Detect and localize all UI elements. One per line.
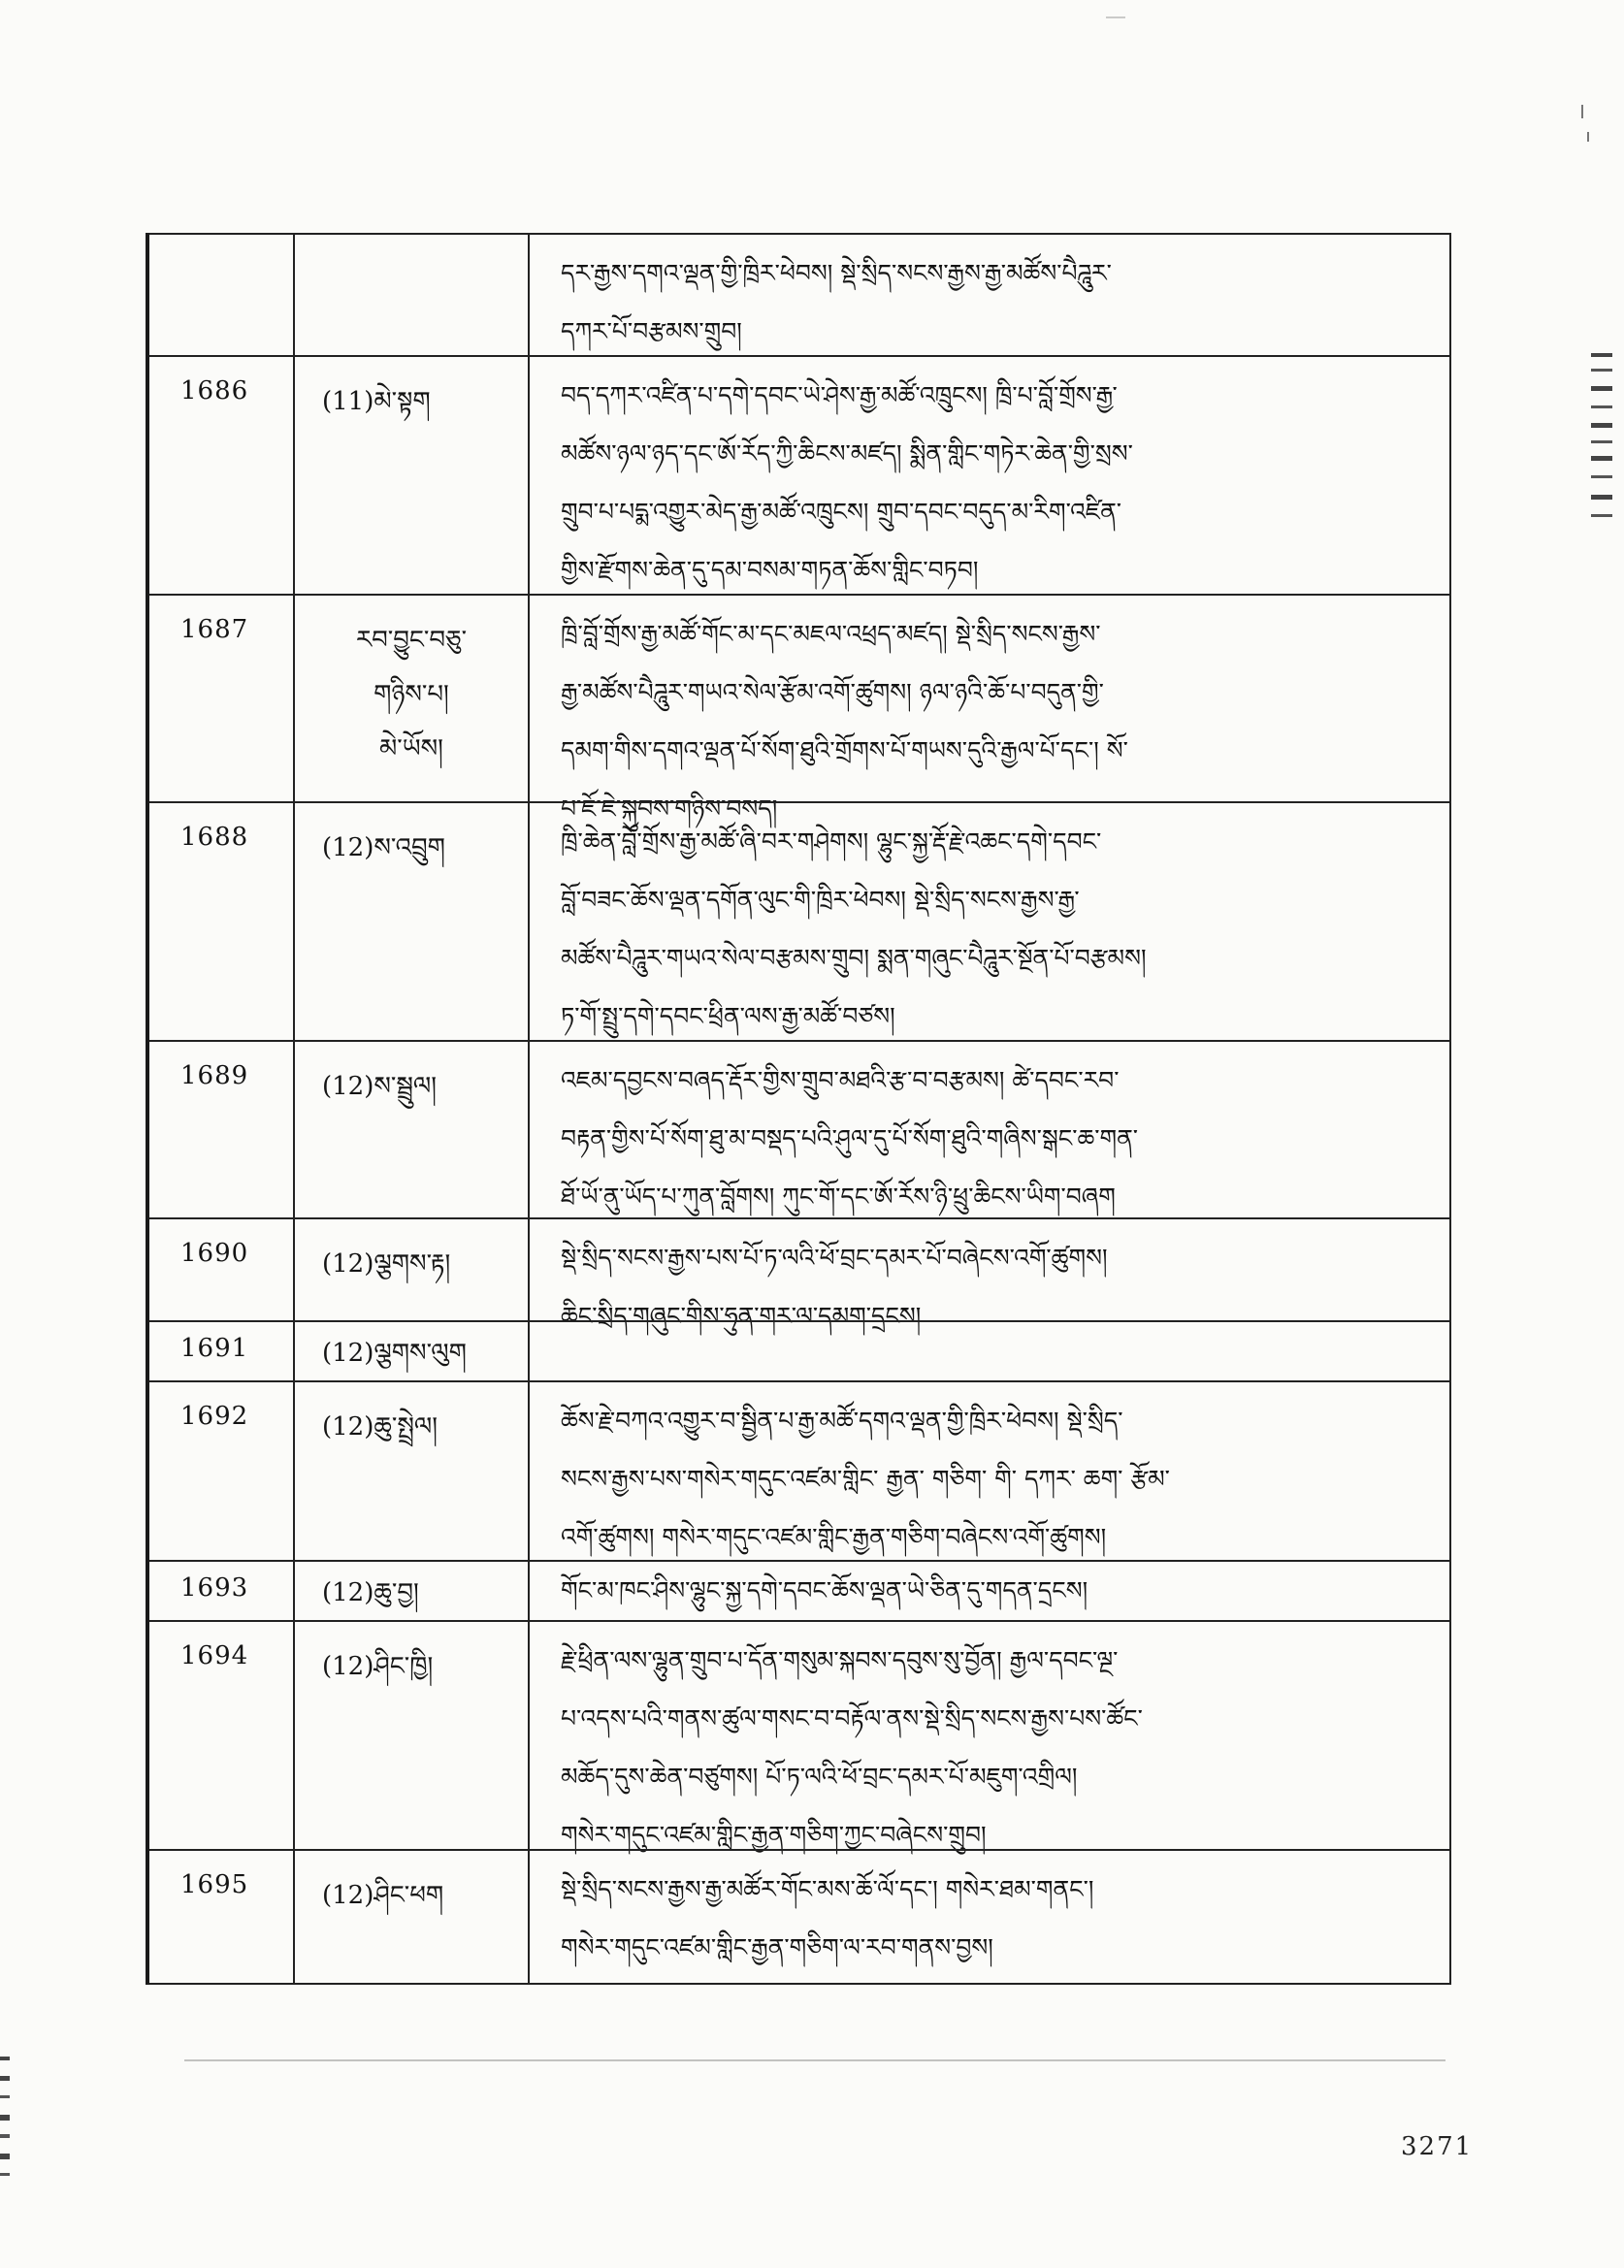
event-line: བློ་བཟང་ཆོས་ལྡན་དགོན་ལུང་གི་ཁྲིར་ཕེབས། སྡེ་སྲིད་སངས་རྒྱས་རྒྱ་ bbox=[561, 886, 1080, 914]
event-cell bbox=[528, 1322, 1449, 1380]
table-row bbox=[149, 233, 1449, 355]
table-row bbox=[149, 1217, 1449, 1330]
event-line: སྡེ་སྲིད་སངས་རྒྱས་རྒྱ་མཚོར་གོང་མས་ཆོ་ལོ་དང་། གསེར་ཐམ་གནང་། bbox=[561, 1875, 1094, 1903]
year-name-line: རབ་བྱུང་བཅུ་ bbox=[355, 626, 468, 655]
event-line: པ་ཇོ་ཇེ་སྐུབས་གཉིས་བསད། bbox=[561, 794, 778, 823]
event-line: དམག་གིས་དགའ་ལྡན་པོ་སོག་ཐུའི་གྲོགས་པོ་གཡས་དུའི་རྒྱལ་པོ་དང་། སོ་ bbox=[561, 736, 1128, 764]
event-line: དར་རྒྱས་དགའ་ལྡན་གྱི་ཁྲིར་ཕེབས། སྡེ་སྲིད་སངས་རྒྱས་རྒྱ་མཚོས་པཻཌཱུར་ bbox=[561, 259, 1112, 287]
event-line: ཐོ་ཡོ་ནུ་ཡོད་པ་ཀུན་བློགས། ཀུང་གོ་དང་ཨོ་རོས་ཉི་ཕྲུ་ཆིངས་ཡིག་བཞག bbox=[561, 1183, 1116, 1211]
table-row bbox=[149, 594, 1449, 823]
year-cell: 1691 bbox=[180, 1334, 249, 1363]
event-line: ཆོས་རྗེ་བཀའ་འགྱུར་བ་སྦྱིན་པ་རྒྱ་མཚོ་དགའ་ལྡན་གྱི་ཁྲིར་ཕེབས། སྡེ་སྲིད་ bbox=[561, 1407, 1123, 1435]
event-line: གསེར་གདུང་འཛམ་གླིང་རྒྱན་གཅིག་ཀྱང་བཞེངས་གྲུབ། bbox=[561, 1821, 987, 1849]
year-cell: 1695 bbox=[180, 1870, 249, 1899]
year-cell: 1693 bbox=[180, 1573, 249, 1603]
year-name-cell bbox=[293, 596, 528, 801]
event-line: པ་འདས་པའི་གནས་ཚུལ་གསང་བ་བརྟོལ་ནས་སྡེ་སྲིད་སངས་རྒྱས་པས་ཚོང་ bbox=[561, 1704, 1143, 1733]
event-cell bbox=[528, 357, 1449, 594]
year-name-line: གཉིས་པ། bbox=[374, 680, 449, 709]
year-cell: 1689 bbox=[180, 1061, 249, 1090]
year-cell: 1686 bbox=[180, 376, 249, 405]
event-line: རྗེ་ཕྲིན་ལས་ལྷུན་གྲུབ་པ་དོན་གསུམ་སྐབས་དབུས་སུ་བྱོན། རྒྱལ་དབང་ལྔ་ bbox=[561, 1646, 1119, 1674]
year-cell: 1688 bbox=[180, 823, 249, 852]
year-name-cell: (11)མེ་སྟག bbox=[293, 357, 528, 594]
year-name-cell: (12)ཆུ་སྤྲེལ། bbox=[293, 1382, 528, 1560]
event-cell bbox=[528, 1042, 1449, 1217]
event-line: སངས་རྒྱས་པས་གསེར་གདུང་འཛམ་གླིང་ རྒྱན་ གཅིག་ གི་ དཀར་ ཆག་ རྩོམ་ bbox=[561, 1465, 1170, 1493]
year-name-line: མེ་ཡོས། bbox=[379, 734, 443, 763]
event-line: ཁྲི་བློ་གྲོས་རྒྱ་མཚོ་གོང་མ་དང་མཇལ་འཕྲད་མཛད། སྡེ་སྲིད་སངས་རྒྱས་ bbox=[561, 620, 1101, 648]
year-name-cell bbox=[293, 235, 528, 355]
event-line: གྲུབ་པ་པདྨ་འགྱུར་མེད་རྒྱ་མཚོ་འཁྲུངས། གྲུབ་དབང་བདུད་མ་རིག་འཛིན་ bbox=[561, 498, 1122, 526]
table-row bbox=[149, 355, 1449, 594]
page-number: 3271 bbox=[1401, 2132, 1474, 2161]
event-line: མཚོས་ཉལ་ཉད་དང་ཨོ་རོད་ཀྱི་ཆིངས་མཛད། སྨིན་གླིང་གཏེར་ཆེན་གྱི་སྲས་ bbox=[561, 439, 1133, 468]
event-cell bbox=[528, 1851, 1449, 1983]
event-line: བརྟན་གྱིས་པོ་སོག་ཐུ་མ་བསྡད་པའི་ཤུལ་དུ་པོ་སོག་ཐུའི་གཞིས་སྒང་ཆ་གན་ bbox=[561, 1124, 1139, 1152]
chronology-table bbox=[146, 233, 1451, 1985]
year-name-cell: (12)ས་འབྲུག bbox=[293, 803, 528, 1040]
event-cell bbox=[528, 235, 1449, 355]
year-cell: 1692 bbox=[180, 1402, 249, 1431]
year-name-cell: (12)ས་སྦྲུལ། bbox=[293, 1042, 528, 1217]
year-cell: 1687 bbox=[180, 615, 249, 644]
event-line: གོང་མ་ཁང་ཤིས་ལྷུང་སྐྱ་དགེ་དབང་ཆོས་ལྡན་ཡེ་ཅིན་དུ་གདན་དྲངས། bbox=[561, 1576, 1088, 1604]
event-line: དཀར་པོ་བརྩམས་གྲུབ། bbox=[561, 317, 742, 345]
event-line: རྒྱ་མཚོས་པཻཌཱུར་གཡའ་སེལ་རྩོམ་འགོ་ཚུགས། ཉལ་ཉའི་ཆོ་པ་བདུན་གྱི་ bbox=[561, 678, 1104, 706]
table-row bbox=[149, 1040, 1449, 1217]
event-cell bbox=[528, 1562, 1449, 1620]
table-row bbox=[149, 1849, 1449, 1985]
table-row bbox=[149, 1620, 1449, 1849]
year-cell: 1690 bbox=[180, 1239, 249, 1268]
event-line: མཚོས་པཻཌཱུར་གཡའ་སེལ་བརྩམས་གྲུབ། སྨན་གཞུང་པཻཌཱུར་སྔོན་པོ་བརྩམས། bbox=[561, 944, 1147, 972]
year-cell bbox=[149, 235, 293, 355]
year-name-cell: (12)ལྕགས་རྟ། bbox=[293, 1219, 528, 1320]
table-row bbox=[149, 801, 1449, 1040]
year-name-cell: (12)ཆུ་བྱ། bbox=[293, 1562, 528, 1620]
table-row bbox=[149, 1320, 1449, 1380]
event-cell bbox=[528, 1382, 1449, 1560]
event-line: འཇམ་དབྱངས་བཞད་རྡོར་གྱིས་གྲུབ་མཐའི་རྩ་བ་བརྩམས། ཚེ་དབང་རབ་ bbox=[561, 1066, 1120, 1094]
event-line: གྱིས་རྫོགས་ཆེན་དུ་དམ་བསམ་གཏན་ཆོས་གླིང་བཏབ། bbox=[561, 556, 979, 584]
event-cell bbox=[528, 803, 1449, 1040]
event-line: བད་དཀར་འཛིན་པ་དགེ་དབང་ཡེ་ཤེས་རྒྱ་མཚོ་འཁྲུངས། ཁྲི་པ་བློ་གྲོས་རྒྱ་ bbox=[561, 381, 1118, 409]
year-cell: 1694 bbox=[180, 1641, 249, 1670]
year-name-cell: (12)ལྕགས་ལུག bbox=[293, 1322, 528, 1380]
year-name-cell: (12)ཤིང་ཕག bbox=[293, 1851, 528, 1983]
table-row bbox=[149, 1560, 1449, 1620]
year-name-cell: (12)ཤིང་ཁྱི། bbox=[293, 1622, 528, 1849]
event-cell bbox=[528, 596, 1449, 823]
event-line: ཏ་གོ་སྤྲུ་དགེ་དབང་ཕྲིན་ལས་རྒྱ་མཚོ་བཙས། bbox=[561, 1002, 895, 1030]
event-line: འགོ་ཚུགས། གསེར་གདུང་འཛམ་གླིང་རྒྱན་གཅིག་བཞེངས་འགོ་ཚུགས། bbox=[561, 1523, 1107, 1551]
event-line: ཁྲི་ཆེན་བློ་གྲོས་རྒྱ་མཚོ་ཞི་བར་གཤེགས། ལྷུང་སྐྱ་རྡོ་རྗེ་འཆང་དགེ་དབང་ bbox=[561, 827, 1102, 856]
event-line: གསེར་གདུང་འཛམ་གླིང་རྒྱན་གཅིག་ལ་རབ་གནས་བྱས། bbox=[561, 1933, 993, 1961]
event-cell bbox=[528, 1622, 1449, 1849]
event-line: ཆིང་སྲིད་གཞུང་གིས་ཧུན་གར་ལ་དམག་དྲངས། bbox=[561, 1302, 922, 1330]
table-row bbox=[149, 1380, 1449, 1560]
event-line: སྡེ་སྲིད་སངས་རྒྱས་པས་པོ་ཏ་ལའི་ཕོ་བྲང་དམར་པོ་བཞེངས་འགོ་ཚུགས། bbox=[561, 1244, 1108, 1272]
event-cell bbox=[528, 1219, 1449, 1330]
event-line: མཆོད་དུས་ཆེན་བཙུགས། པོ་ཏ་ལའི་ཕོ་བྲང་དམར་པོ་མཇུག་འགྲིལ། bbox=[561, 1763, 1078, 1791]
